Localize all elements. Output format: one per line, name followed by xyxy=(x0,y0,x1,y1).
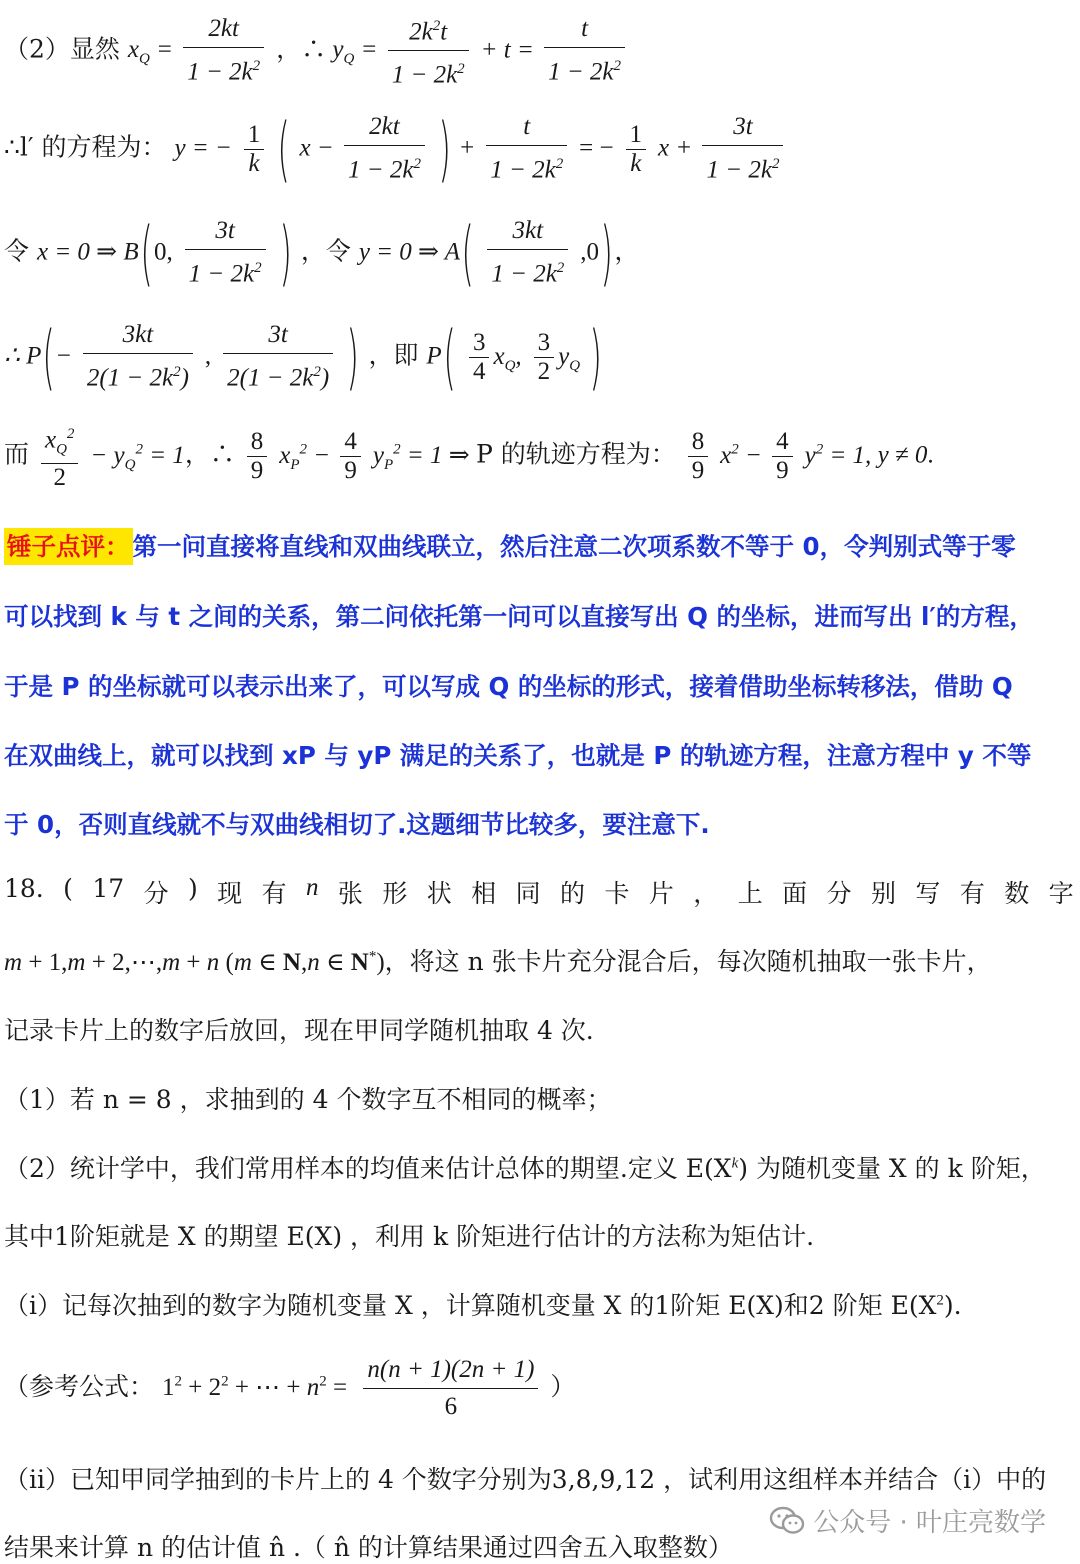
comment-line-4 xyxy=(4,737,1074,772)
problem-char: 上 xyxy=(737,879,763,908)
frac: $\frac{8}{9}$ xyxy=(688,428,709,485)
solution-line-xq-yq: （2）显然 $x_Q$ = $\frac{2kt}{1 - 2k^2}$ ，∴ $y_Q$ = $\frac{2k^2t}{1 - 2k^2}$ + t = $\frac{t}{1 - 2k^2}$ xyxy=(4,8,1074,94)
problem-char: 分 xyxy=(143,879,169,908)
solution-line-a-b: 令 x = 0 ⇒ B(0, $\frac{3t}{1 - 2k^2}$ ) ，令 y = 0 ⇒ A( $\frac{3kt}{1 - 2k^2}$ ,0)， xyxy=(4,212,640,294)
problem-char: 相 xyxy=(471,879,497,908)
problem-text: （1）若 n = 8 ，求抽到的 4 个数字互不相同的概率； xyxy=(4,1085,612,1114)
frac: $\frac{8}{9}$ xyxy=(247,428,268,485)
problem-char: 别 xyxy=(870,879,896,908)
problem-part-2a: （2）统计学中，我们常用样本的均值来估计总体的期望.定义 $E(X^k)$ 为随机变量 X 的 k 阶矩， xyxy=(4,1154,1046,1183)
problem-char: 17 xyxy=(92,874,125,903)
comment-label: 锤子点评： xyxy=(4,528,133,565)
comment-line-3 xyxy=(4,668,1074,703)
comment-line-5 xyxy=(4,806,1074,841)
ref-suffix: ） xyxy=(550,1372,576,1401)
frac: $\frac{1}{k}$ xyxy=(626,121,647,178)
solution-line-p: ∴ P(− $\frac{3kt}{2(1 - 2k^2)}$ , $\frac{3t}{2(1 - 2k^2)}$ ) ，即 P( $\frac{3}{4}$ $x_Q$, $\frac{3}{2}$ $y_Q$ ) xyxy=(4,316,602,398)
problem-text: ) 为随机变量 X 的 k 阶矩， xyxy=(738,1154,1046,1183)
sol-sep: ，令 xyxy=(300,236,351,266)
comment-text: 第一问直接将直线和双曲线联立，然后注意二次项系数不等于 0，令判别式等于零 xyxy=(132,532,1016,561)
problem-char: 18. xyxy=(4,874,44,903)
frac: $\frac{1}{k}$ xyxy=(244,121,265,178)
frac: $\frac{3t}{1 - 2k^2}$ xyxy=(702,109,783,188)
problem-text: 其中1阶矩就是 X 的期望 E(X) ，利用 k 阶矩进行估计的方法称为矩估计. xyxy=(4,1222,815,1251)
problem-char: 分 xyxy=(826,879,852,908)
problem-char: 同 xyxy=(515,879,541,908)
watermark xyxy=(769,1502,1046,1539)
problem-char: ， xyxy=(693,879,719,908)
problem-part-2b xyxy=(4,1217,1074,1253)
problem-char: 的 xyxy=(560,879,586,908)
problem-char: 现 xyxy=(217,879,243,908)
comment-text: 可以找到 k 与 t 之间的关系，第二问依托第一问可以直接写出 Q 的坐标，进而写出 l′的方程， xyxy=(4,602,1034,631)
problem-text: ). xyxy=(943,1291,962,1320)
problem-char: 有 xyxy=(959,879,985,908)
frac: $\frac{3}{4}$ xyxy=(469,329,490,386)
comment-text: 于 0，否则直线就不与双曲线相切了.这题细节比较多，要注意下. xyxy=(4,810,710,839)
problem-line-3 xyxy=(4,1011,1074,1047)
frac: $\frac{3}{2}$ xyxy=(534,329,555,386)
problem-char: 字 xyxy=(1048,879,1074,908)
frac: $\frac{t}{1 - 2k^2}$ xyxy=(544,11,625,90)
frac: $\frac{3t}{1 - 2k^2}$ xyxy=(185,213,266,292)
problem-line-1 xyxy=(4,874,1074,910)
problem-char: 状 xyxy=(426,879,452,908)
comment-line-1 xyxy=(4,528,1074,563)
problem-part-i: （i）记每次抽到的数字为随机变量 X ，计算随机变量 X 的1阶矩 E(X)和2 阶矩 $E(X^2)$. xyxy=(4,1291,962,1320)
sol-let: 令 xyxy=(4,236,30,266)
ref-prefix: （参考公式： xyxy=(4,1372,155,1401)
frac: $\frac{3kt}{1 - 2k^2}$ xyxy=(487,213,568,292)
frac: $\frac{3t}{2(1 - 2k^2)}$ xyxy=(223,317,333,396)
frac: $\frac{n(n + 1)(2n + 1)}{6}$ xyxy=(363,1352,538,1425)
problem-char: 写 xyxy=(915,879,941,908)
comment-text: 在双曲线上，就可以找到 xP 与 yP 满足的关系了，也就是 P 的轨迹方程，注意方程中 y 不等 xyxy=(4,741,1032,770)
problem-char: 面 xyxy=(782,879,808,908)
sol-prefix: 而 xyxy=(4,439,30,469)
problem-line-2: m + 1,m + 2,⋯,m + n (m ∈ N,n ∈ N*)，将这 n 张卡片充分混合后，每次随机抽取一张卡片， xyxy=(4,947,992,976)
problem-char: ) xyxy=(187,874,198,903)
problem-char: 张 xyxy=(337,879,363,908)
problem-text: （ii）已知甲同学抽到的卡片上的 4 个数字分别为3,8,9,12 ，试利用这组样本并结合（i）中的 xyxy=(4,1465,1047,1494)
problem-text: ，将这 n 张卡片充分混合后，每次随机抽取一张卡片， xyxy=(384,947,992,976)
problem-part-ii xyxy=(4,1460,1074,1496)
sol-condition: y ≠ 0 xyxy=(877,441,928,469)
sol-prefix: （2）显然 xyxy=(4,34,120,64)
problem-char: 片 xyxy=(648,879,674,908)
problem-char: 数 xyxy=(1004,879,1030,908)
comment-text: 于是 P 的坐标就可以表示出来了，可以写成 Q 的坐标的形式，接着借助坐标转移法，借助 Q xyxy=(4,672,1013,701)
frac: $\frac{x_Q^2}{2}$ xyxy=(41,420,78,492)
problem-char: 卡 xyxy=(604,879,630,908)
sol-sep: ，即 xyxy=(368,340,419,370)
problem-char: 有 xyxy=(261,879,287,908)
frac: $\frac{t}{1 - 2k^2}$ xyxy=(486,109,567,188)
wechat-icon xyxy=(769,1506,805,1536)
problem-char: ( xyxy=(63,874,73,903)
frac: $\frac{2kt}{1 - 2k^2}$ xyxy=(344,109,425,188)
frac: $\frac{4}{9}$ xyxy=(340,428,361,485)
frac: $\frac{3kt}{2(1 - 2k^2)}$ xyxy=(83,317,193,396)
comment-line-2 xyxy=(4,598,1074,633)
problem-text: 结果来计算 n 的估计值 n̂ .（ n̂ 的计算结果通过四舍五入取整数） xyxy=(4,1533,733,1562)
problem-text: （2）统计学中，我们常用样本的均值来估计总体的期望.定义 E(X xyxy=(4,1154,732,1183)
problem-char: 形 xyxy=(382,879,408,908)
sol-prefix: ∴l′ 的方程为： xyxy=(4,132,167,162)
problem-char: n xyxy=(306,874,319,901)
problem-text: 记录卡片上的数字后放回，现在甲同学随机抽取 4 次. xyxy=(4,1016,594,1045)
frac: $\frac{4}{9}$ xyxy=(772,428,793,485)
reference-formula: （参考公式： $1^2 + 2^2$ + ⋯ + $n^2$ = $\frac{n(n + 1)(2n + 1)}{6}$ ） xyxy=(4,1352,1074,1425)
math-xq: $x_Q$ = xyxy=(127,36,180,68)
watermark-text: 公众号 · 叶庄亮数学 xyxy=(813,1508,1046,1538)
problem-text: （i）记每次抽到的数字为随机变量 X ，计算随机变量 X 的1阶矩 E(X)和2 阶矩 E(X xyxy=(4,1291,937,1320)
frac: $\frac{2k^2t}{1 - 2k^2}$ xyxy=(388,8,469,94)
solution-line-l-prime: ∴l′ 的方程为： y = − $\frac{1}{k}$ ( x − $\frac{2kt}{1 - 2k^2}$ ) + $\frac{t}{1 - 2k^2}$ = − $\frac{1}{k}$ x + $\frac{3t}{1 - 2k^2}$ xyxy=(4,108,1074,190)
solution-line-locus: 而 $\frac{x_Q^2}{2}$ − $y_Q^2 = 1$，∴ $\frac{8}{9}$ $x_P^2$ − $\frac{4}{9}$ $y_P^2 = 1$ ⇒ P 的轨迹方程为： $\frac{8}{9}$ $x^2$ − $\frac{4}{9}$ $y^2 = 1$, y ≠ 0. xyxy=(4,420,1074,492)
sol-locus-label: P 的轨迹方程为： xyxy=(475,439,676,469)
problem-part-1 xyxy=(4,1080,1074,1116)
frac: $\frac{2kt}{1 - 2k^2}$ xyxy=(183,11,264,90)
